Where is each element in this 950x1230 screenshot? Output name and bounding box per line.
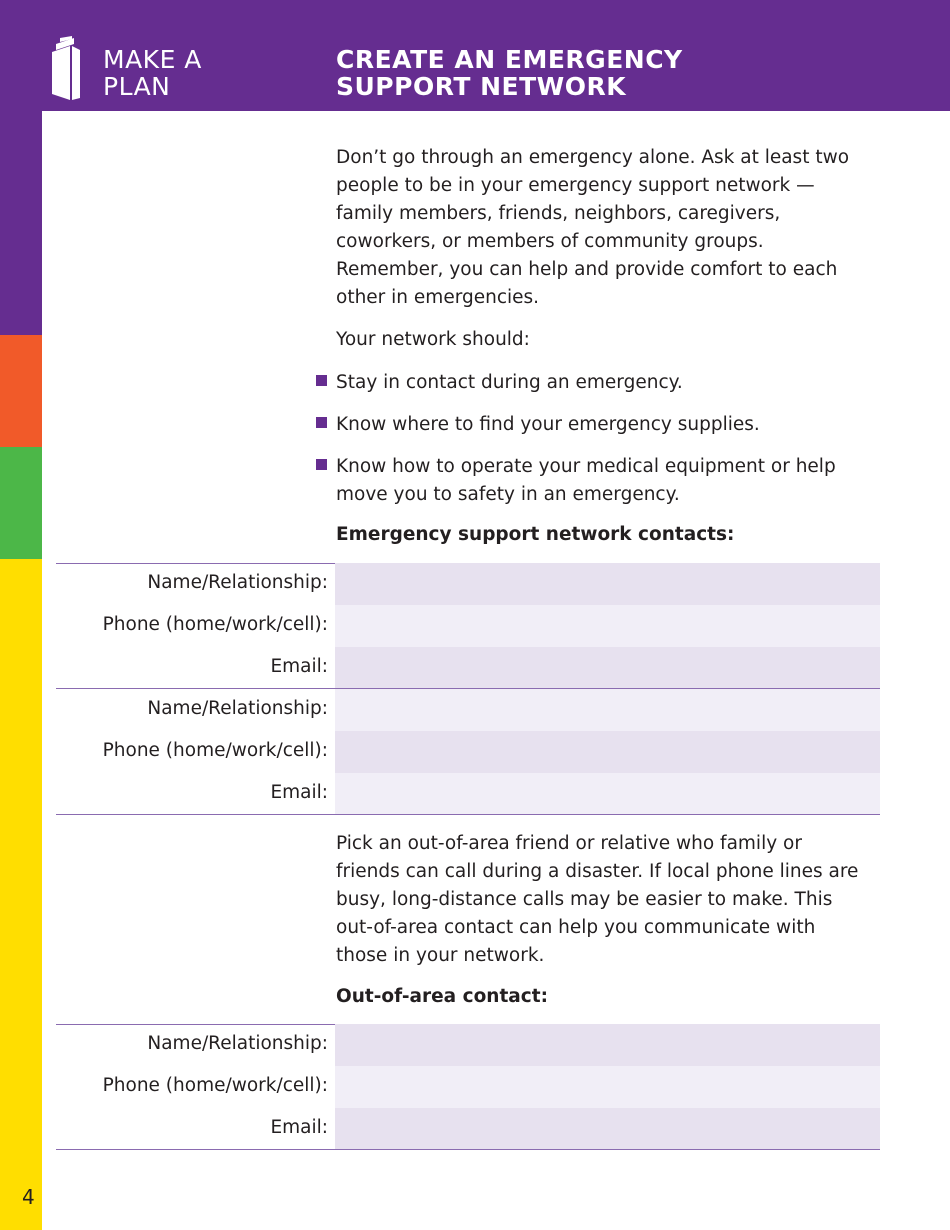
section-label-line1: MAKE A (103, 45, 202, 74)
side-strip-orange (0, 335, 42, 447)
side-strip-yellow (0, 559, 42, 1230)
page-title (336, 46, 756, 100)
divider (56, 814, 880, 815)
email-label: Email: (270, 782, 328, 803)
form-row-email (56, 647, 880, 689)
page-title-line1: CREATE AN EMERGENCY (336, 45, 683, 74)
out-of-area-name-field[interactable] (335, 1024, 880, 1066)
network-should-text: Your network should: (336, 329, 530, 350)
contacts-form (56, 563, 880, 815)
phone-label: Phone (home/work/cell): (102, 614, 328, 635)
out-of-area-email-field[interactable] (335, 1108, 880, 1150)
form-row-name (56, 689, 880, 731)
divider (56, 1149, 880, 1150)
form-row-phone (56, 731, 880, 773)
contact-1-phone-field[interactable] (335, 605, 880, 647)
page-title-line2: SUPPORT NETWORK (336, 72, 627, 101)
list-item-text: Know where to find your emergency supplies. (336, 414, 760, 435)
side-strip-purple (0, 111, 42, 335)
section-label (103, 46, 303, 100)
contact-2-email-field[interactable] (335, 773, 880, 815)
out-of-area-paragraph: Pick an out-of-area friend or relative who family or friends can call during a disaster. If local phone lines are busy, long-distance calls may be easier to make. This out-of-area contact can help you communicate with those in your network. (336, 833, 859, 966)
contact-1-email-field[interactable] (335, 647, 880, 689)
list-item (316, 453, 876, 509)
form-row-phone (56, 605, 880, 647)
phone-label: Phone (home/work/cell): (102, 740, 328, 761)
form-row-name (56, 563, 880, 605)
contact-2-name-field[interactable] (335, 689, 880, 731)
name-label: Name/Relationship: (147, 1033, 328, 1054)
list-item (316, 411, 876, 439)
contacts-heading: Emergency support network contacts: (336, 524, 735, 545)
out-of-area-form (56, 1024, 880, 1150)
section-label-line2: PLAN (103, 72, 171, 101)
name-label: Name/Relationship: (147, 572, 328, 593)
name-label: Name/Relationship: (147, 698, 328, 719)
list-item-text: Know how to operate your medical equipment or help move you to safety in an emergency. (336, 456, 836, 505)
page-number: 4 (22, 1185, 35, 1209)
list-item-text: Stay in contact during an emergency. (336, 372, 683, 393)
network-duties-list (316, 369, 876, 509)
out-of-area-phone-field[interactable] (335, 1066, 880, 1108)
out-of-area-heading: Out-of-area contact: (336, 986, 548, 1007)
form-row-email (56, 1108, 880, 1150)
form-row-email (56, 773, 880, 815)
bullet-square-icon (316, 459, 327, 470)
email-label: Email: (270, 1117, 328, 1138)
contact-1-name-field[interactable] (335, 563, 880, 605)
side-strip-green (0, 447, 42, 559)
intro-paragraph: Don’t go through an emergency alone. Ask at least two people to be in your emergency support network — family members, friends, neighbors, caregivers, coworkers, or members of community groups. Remember, you can help and provide comfort to each other in emergencies. (336, 147, 850, 308)
email-label: Email: (270, 656, 328, 677)
form-row-phone (56, 1066, 880, 1108)
form-row-name (56, 1024, 880, 1066)
list-item (316, 369, 876, 397)
contact-2-phone-field[interactable] (335, 731, 880, 773)
bullet-square-icon (316, 417, 327, 428)
bullet-square-icon (316, 375, 327, 386)
phone-label: Phone (home/work/cell): (102, 1075, 328, 1096)
book-icon (48, 36, 84, 104)
